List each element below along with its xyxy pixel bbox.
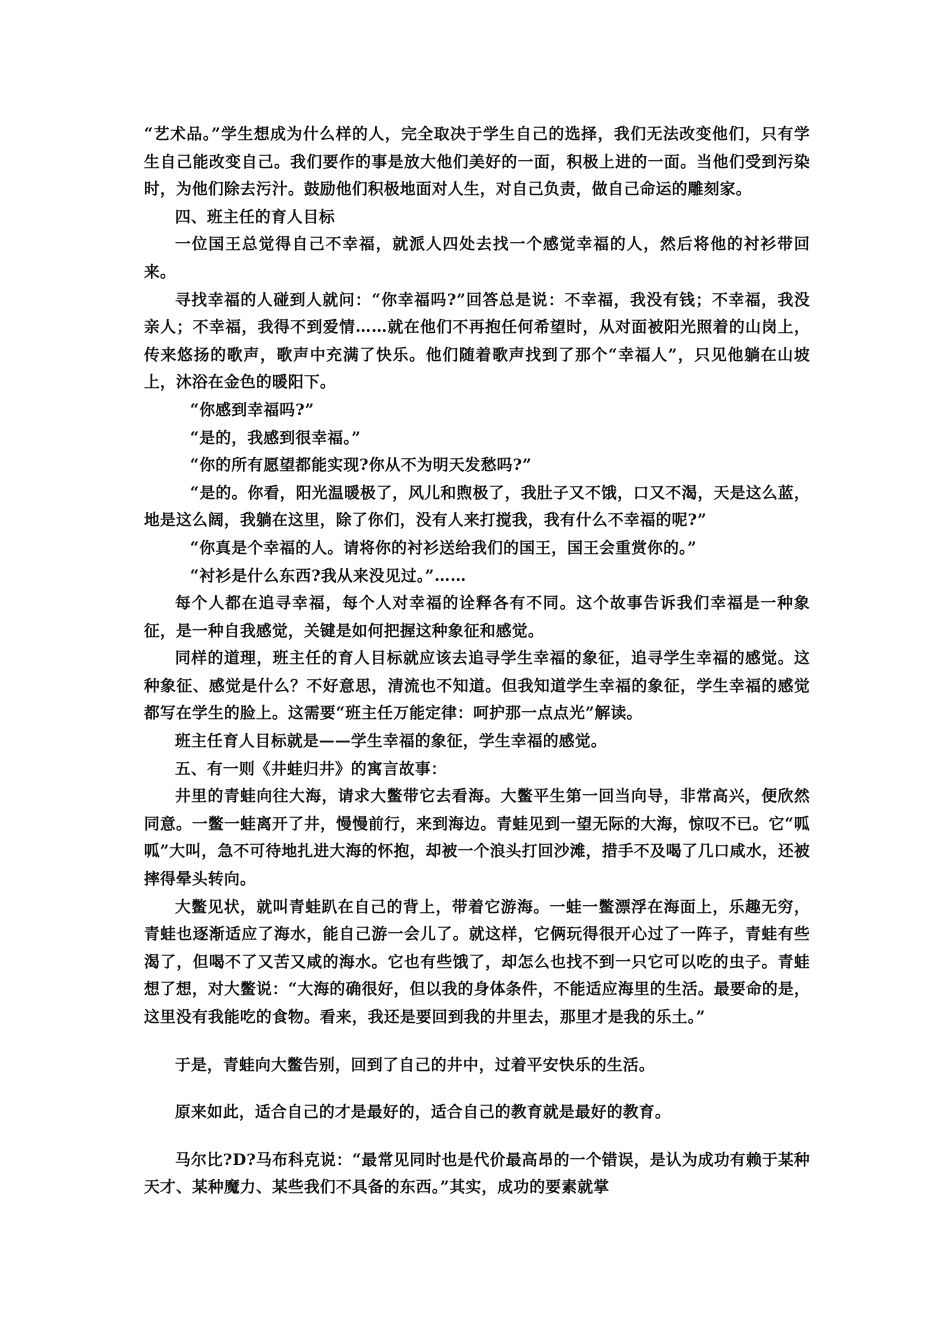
paragraph-quote: 马尔比?D?马布科克说：“最常见同时也是代价最高昂的一个错误，是认为成功有赖于某种天才、某种魔力、某些我们不具备的东西。”其实，成功的要素就掌 xyxy=(144,1149,810,1197)
paragraph-intro: “艺术品。”学生想成为什么样的人，完全取决于学生自己的选择，我们无法改变他们，只有学生自己能改变自己。我们要作的事是放大他们美好的一面，积极上进的一面。当他们受到污染时，为他们除去污汁。鼓励他们积极地面对人生，对自己负责，做自己命运的雕刻家。 xyxy=(144,124,810,199)
dialogue-line: “是的。你看，阳光温暖极了，风儿和煦极了，我肚子又不饿，口又不渴，天是这么蓝，地是这么阔，我躺在这里，除了你们，没有人来打搅我，我有什么不幸福的呢?” xyxy=(144,482,810,530)
dialogue-line: “是的，我感到很幸福。” xyxy=(190,427,361,447)
paragraph-goal: 班主任育人目标就是——学生幸福的象征，学生幸福的感觉。 xyxy=(175,731,607,751)
paragraph-farewell: 于是，青蛙向大鳖告别，回到了自己的井中，过着平安快乐的生活。 xyxy=(175,1054,655,1074)
section-heading-five: 五、有一则《井蛙归井》的寓言故事： xyxy=(175,758,447,778)
paragraph-king: 一位国王总觉得自己不幸福，就派人四处去找一个感觉幸福的人，然后将他的衬衫带回来。 xyxy=(144,234,810,281)
document-page xyxy=(144,120,810,1201)
paragraph-turtle: 大鳖见状，就叫青蛙趴在自己的背上，带着它游海。一蛙一鳖漂浮在海面上，乐趣无穷，青蛙也逐渐适应了海水，能自己游一会儿了。就这样，它俩玩得很开心过了一阵子，青蛙有些渴了，但喝不了又苦又咸的海水。它也有些饿了，却怎么也找不到一只它可以吃的虫子。青蛙想了想，对大鳖说：“大海的确很好，但以我的身体条件，不能适应海里的生活。最要命的是，这里没有我能吃的食物。看来，我还是要回到我的井里去，那里才是我的乐土。” xyxy=(144,896,810,1026)
dialogue-line: “衬衫是什么东西?我从来没见过。”…… xyxy=(190,565,467,585)
paragraph-conclusion: 原来如此，适合自己的才是最好的，适合自己的教育就是最好的教育。 xyxy=(175,1102,671,1122)
dialogue-line: “你感到幸福吗?” xyxy=(190,399,315,419)
paragraph-search: 寻找幸福的人碰到人就问：“你幸福吗?”回答总是说：不幸福，我没有钱；不幸福，我没亲人；不幸福，我得不到爱情……就在他们不再抱任何希望时，从对面被阳光照着的山岗上，传来悠扬的歌声，歌声中充满了快乐。他们随着歌声找到了那个“幸福人”，只见他躺在山坡上，沐浴在金色的暖阳下。 xyxy=(144,289,810,392)
dialogue-line: “你真是个幸福的人。请将你的衬衫送给我们的国王，国王会重赏你的。” xyxy=(190,537,697,557)
paragraph-same-reason: 同样的道理，班主任的育人目标就应该去追寻学生幸福的象征，追寻学生幸福的感觉。这种象征、感觉是什么？不好意思，清流也不知道。但我知道学生幸福的象征，学生幸福的感觉都写在学生的脸上。这需要“班主任万能定律：呵护那一点点光”解读。 xyxy=(144,648,810,723)
section-heading-four: 四、班主任的育人目标 xyxy=(175,206,335,226)
paragraph-frog-well: 井里的青蛙向往大海，请求大鳖带它去看海。大鳖平生第一回当向导，非常高兴，便欣然同意。一鳖一蛙离开了井，慢慢前行，来到海边。青蛙见到一望无际的大海，惊叹不已。它“呱呱”大叫，急不可待地扎进大海的怀抱，却被一个浪头打回沙滩，措手不及喝了几口咸水，还被摔得晕头转向。 xyxy=(144,786,810,889)
paragraph-happiness: 每个人都在追寻幸福，每个人对幸福的诠释各有不同。这个故事告诉我们幸福是一种象征，是一种自我感觉，关键是如何把握这种象征和感觉。 xyxy=(144,593,810,640)
dialogue-line: “你的所有愿望都能实现?你从不为明天发愁吗?” xyxy=(190,455,532,475)
